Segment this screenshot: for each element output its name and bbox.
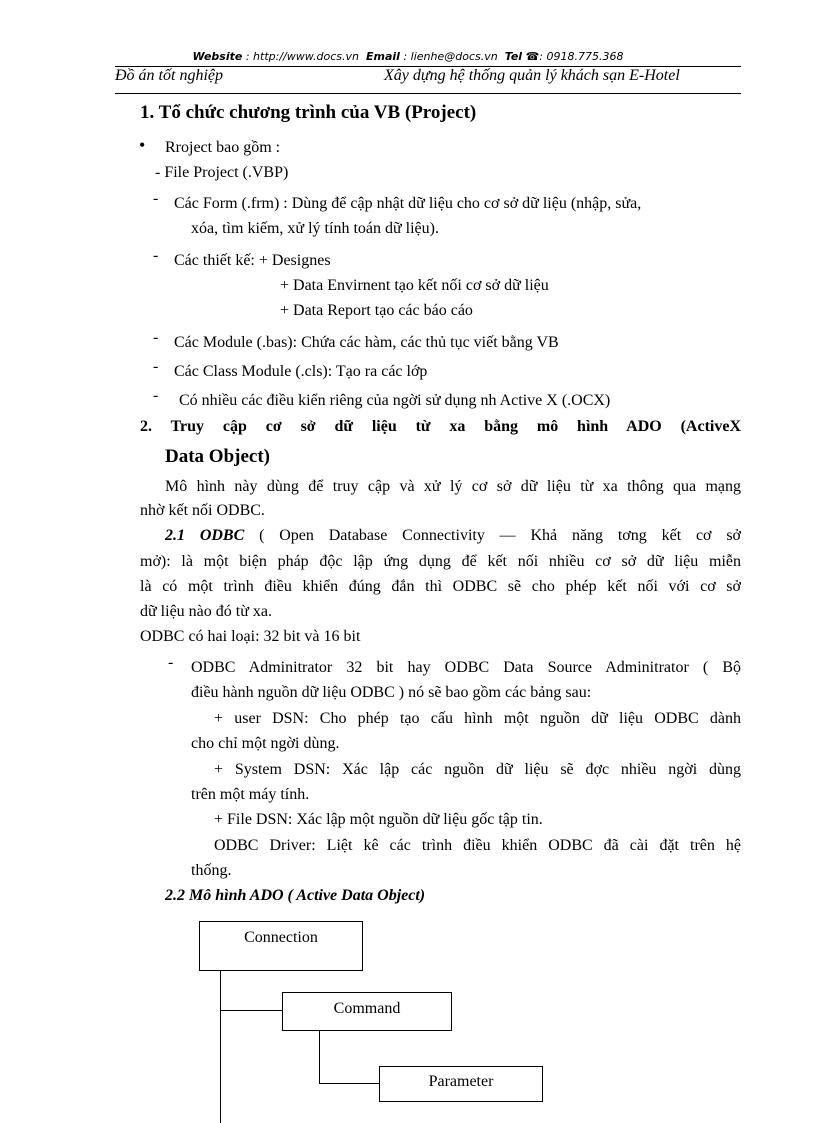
paragraph-line: trên một máy tính. [191,786,310,803]
odbc-paragraph-line [165,527,741,545]
paragraph-line: là có một trình điều khiển đúng đắn thì ODBC sẽ cho phép kết nối với cơ sở [140,578,741,595]
list-subitem: + Data Report tạo các báo cáo [280,302,473,319]
list-item-continued: xóa, tìm kiếm, xử lý tính toán dữ liệu). [191,220,439,237]
list-item: Các Module (.bas): Chứa các hàm, các thủ tục viết bằng VB [174,334,559,351]
dash-marker: - [168,654,174,671]
header-bottom-rule [115,93,741,94]
dash-marker: - [153,329,159,346]
ado-subheading: 2.2 Mô hình ADO ( Active Data Object) [165,887,426,904]
paragraph-line: ODBC Driver: Liệt kê các trình điều khiển ODBC đã cài đặt trên hệ [214,837,741,854]
tree-line-sub [319,1030,320,1083]
paragraph-line: + File DSN: Xác lập một nguồn dữ liệu gốc tập tin. [214,811,543,828]
tel-value: : 0918.775.368 [539,50,624,63]
email-label: Email [366,50,400,63]
connection-box [199,921,363,971]
list-item: Các Class Module (.cls): Tạo ra các lớp [174,363,428,380]
dash-marker: - [153,247,159,264]
tree-line-main [220,970,221,1123]
list-item: Các thiết kế: + Designes [174,252,331,269]
email-value[interactable]: : lienhe@docs.vn [403,50,498,63]
list-intro: Rroject bao gồm : [165,139,281,156]
phone-icon: ☎ [525,50,540,63]
paragraph-line: ODBC có hai loại: 32 bit và 16 bit [140,628,361,645]
section-2-heading: 2. Truy cập cơ sở dữ liệu từ xa bằng mô hình ADO (ActiveX [140,418,741,435]
parameter-box [379,1066,543,1102]
paragraph-line: cho chỉ một ngời dùng. [191,735,340,752]
paragraph-line: Mô hình này dùng để truy cập và xử lý cơ sở dữ liệu từ xa thông qua mạng [165,478,741,495]
tree-line-branch [220,1010,282,1011]
doc-right-title: Xây dựng hệ thống quản lý khách sạn E-Hotel [384,67,680,84]
command-box [282,992,452,1031]
dash-marker: - [153,387,159,404]
paragraph-line: ODBC Adminitrator 32 bit hay ODBC Data Source Adminitrator ( Bộ [191,659,741,676]
section-2-heading-cont: Data Object) [165,446,270,467]
paragraph-line: điều hành nguồn dữ liệu ODBC ) nó sẽ bao gồm các bảng sau: [191,684,592,701]
tree-line-sub-branch [319,1083,379,1084]
website-label: Website [192,50,243,63]
doc-left-title: Đồ án tốt nghiệp [115,67,223,84]
website-value[interactable]: : http://www.docs.vn [245,50,360,63]
command-label: Command [333,1000,401,1017]
list-subitem: + Data Envirnent tạo kết nối cơ sở dữ liệu [280,277,549,294]
paragraph-line: + System DSN: Xác lập các nguồn dữ liệu sẽ đợc nhiều ngời dùng [214,761,741,778]
paragraph-line: dữ liệu nào đó từ xa. [140,603,272,620]
parameter-label: Parameter [428,1073,494,1090]
tel-label: Tel [504,50,523,63]
connection-label: Connection [244,929,318,946]
paragraph-line: thống. [191,862,232,879]
contact-line [0,50,816,63]
paragraph-line: nhờ kết nối ODBC. [140,502,265,519]
list-item: Các Form (.frm) : Dùng để cập nhật dữ liệu cho cơ sở dữ liệu (nhập, sửa, [174,195,642,212]
paragraph-line: + user DSN: Cho phép tạo cấu hình một nguồn dữ liệu ODBC dành [214,710,741,727]
odbc-text: ( Open Database Connectivity — Khả năng tơng kết cơ sở [259,527,742,544]
dash-marker: - [153,358,159,375]
odbc-subheading: 2.1 ODBC [165,527,245,544]
paragraph-line: mở): là một biện pháp độc lập ứng dụng để kết nối nhiều cơ sở dữ liệu miễn [140,553,741,570]
list-item: Có nhiều các điều kiển riêng của ngời sử dụng nh Active X (.OCX) [179,392,611,409]
section-1-heading: 1. Tổ chức chương trình của VB (Project) [140,102,477,123]
list-item: - File Project (.VBP) [155,164,289,181]
dash-marker: - [153,190,159,207]
bullet-dot: • [139,135,146,155]
